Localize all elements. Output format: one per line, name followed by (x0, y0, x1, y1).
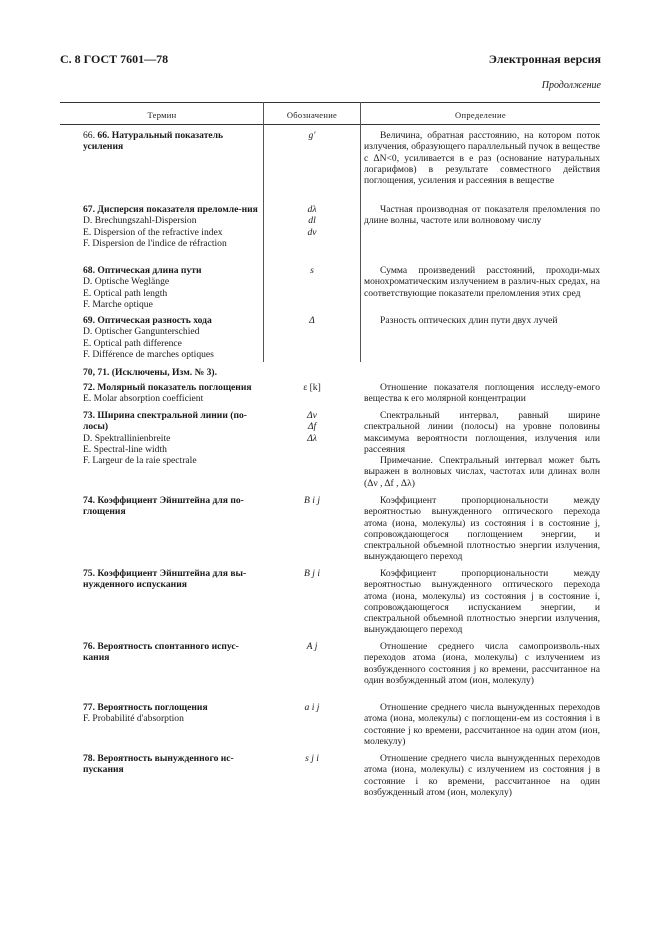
term-name: 78. Вероятность вынужденного ис-пускания (83, 753, 234, 776)
term-name: 74. Коэффициент Эйнштейна для по-глощения (83, 495, 244, 518)
term-definition: Частная производная от показателя преломления по длине волны, частоте или волновому числу (364, 204, 600, 227)
table-header-rule (60, 124, 600, 125)
table-row (63, 702, 261, 725)
term-definition: Спектральный интервал, равный ширине спектральной линии (полосы) на уровне половины максимума вероятности поглощения, излучения или рассеяния Примечание. Спектральный интервал может быть выражен в волновых числах, частотах или длинах волн (Δν , Δf , Δλ) (364, 410, 600, 489)
term-symbol: s j i (305, 753, 319, 764)
term-name: 77. Вероятность поглощения (83, 702, 208, 713)
term-symbol: Δν Δf Δλ (307, 410, 317, 444)
note-paragraph: Примечание. Спектральный интервал может быть выражен в волновых числах, частотах или длинах волн (Δν , Δf , Δλ) (364, 455, 600, 489)
term-definition: Разность оптических длин пути двух лучей (380, 315, 558, 326)
column-divider-term (263, 102, 264, 362)
term-german: D. Optischer Gangunterschied (83, 326, 200, 338)
table-row (63, 315, 261, 360)
page-header-standard: С. 8 ГОСТ 7601—78 (60, 52, 169, 66)
term-symbol: g′ (308, 130, 316, 141)
term-french: F. Dispersion de l'indice de réfraction (83, 237, 227, 249)
term-symbol: s (310, 265, 314, 276)
term-symbol: ε [k] (303, 382, 321, 393)
column-header-symbol: Обозначение (286, 110, 338, 120)
term-symbol: B i j (304, 495, 320, 506)
table-row (63, 495, 261, 518)
table-row (63, 410, 261, 466)
term-definition: Сумма произведений расстояний, проходи-мых монохроматическим излучением в различ-ных средах, на соответствующие показатели преломления этих сред (364, 265, 600, 299)
table-row (63, 753, 261, 776)
term-french: F. Largeur de la raie spectrale (83, 455, 197, 467)
table-row (63, 204, 261, 249)
table-top-rule (60, 102, 600, 103)
table-row (63, 382, 261, 405)
term-name: 76. Вероятность спонтанного испус-кания (83, 641, 239, 664)
term-name: 66. Натуральный показатель усиления (83, 130, 224, 153)
table-row (63, 130, 261, 153)
term-name: 75. Коэффициент Эйнштейна для вы-нужденного испускания (83, 568, 247, 591)
term-name: 72. Молярный показатель поглощения (83, 382, 252, 393)
term-german: D. Brechungszahl-Dispersion (83, 215, 197, 227)
term-german: D. Optische Weglänge (83, 276, 170, 288)
page-header-version: Электронная версия (488, 52, 601, 66)
term-definition: Коэффициент пропорциональности между вероятностью вынужденного оптического перехода атома (иона, молекулы) из состояния i в состояние j, сопровождающегося поглощением энергии, и спектральной объемной плотностью энергии излучения, вынуждающего переход (364, 495, 600, 563)
term-definition: Отношение показателя поглощения исследу-емого вещества к его молярной концентрации (364, 382, 600, 405)
term-definition: Отношение среднего числа вынужденных переходов атома (иона, молекулы) с поглощени-ем из состояния i в состояние j ко времени, рассчитанное на один атом (ион, молекулу) (364, 702, 600, 747)
table-row (63, 265, 261, 310)
term-name: 69. Оптическая разность хода (83, 315, 212, 326)
term-name: 68. Оптическая длина пути (83, 265, 202, 276)
term-definition: Величина, обратная расстоянию, на котором поток излучения, образующего параллельный пучок в веществе с ΔN<0, усиливается в e раз (основание натуральных логарифмов) в результате совместного действия поглощения, усиления и рассеяния в веществе (364, 130, 600, 187)
table-row (63, 367, 363, 378)
term-english: E. Dispersion of the refractive index (83, 226, 223, 238)
term-symbol: B j i (304, 568, 320, 579)
excluded-note: 70, 71. (Исключены, Изм. № 3). (83, 367, 217, 378)
continuation-label: Продолжение (541, 80, 601, 91)
column-header-term: Термин (147, 110, 177, 120)
column-header-definition: Определение (455, 110, 506, 120)
term-symbol: a i j (304, 702, 320, 713)
term-french: F. Marche optique (83, 298, 153, 310)
term-french: F. Probabilité d'absorption (83, 713, 184, 725)
term-number: 66. (83, 130, 98, 141)
term-name: 73. Ширина спектральной линии (по-лосы) (83, 410, 247, 433)
table-row (63, 568, 261, 591)
term-definition: Отношение среднего числа самопроизволь-ных переходов атома (иона, молекулы) с излучением из возбужденного состояния j ко времени, рассчитанное на один возбужденный атом (ион, молекулу) (364, 641, 600, 686)
term-german: D. Spektrallinienbreite (83, 432, 171, 444)
term-symbol: dλ dl dν (307, 204, 317, 238)
table-row (63, 641, 261, 664)
column-divider-symbol (360, 102, 361, 362)
term-name: 67. Дисперсия показателя преломле-ния (83, 204, 258, 215)
term-symbol: Δ (309, 315, 315, 326)
term-definition: Коэффициент пропорциональности между вероятностью вынужденного оптического перехода атома (иона, молекулы) из состояния j в состояние i, сопровождающегося испусканием энергии, и спектральной объемной плотностью энергии излучения, вынуждающего переход (364, 568, 600, 636)
term-english: E. Optical path length (83, 287, 168, 299)
term-english: E. Molar absorption coefficient (83, 393, 204, 405)
term-french: F. Différence de marches optiques (83, 348, 214, 360)
term-definition: Отношение среднего числа вынужденных переходов атома (иона, молекулы) с излучением из состояния j в состояние i ко времени, рассчитанное на один возбужденный атом (ион, молекулу) (364, 753, 600, 798)
term-symbol: A j (306, 641, 318, 652)
term-english: E. Spectral-line width (83, 443, 167, 455)
term-english: E. Optical path difference (83, 337, 182, 349)
